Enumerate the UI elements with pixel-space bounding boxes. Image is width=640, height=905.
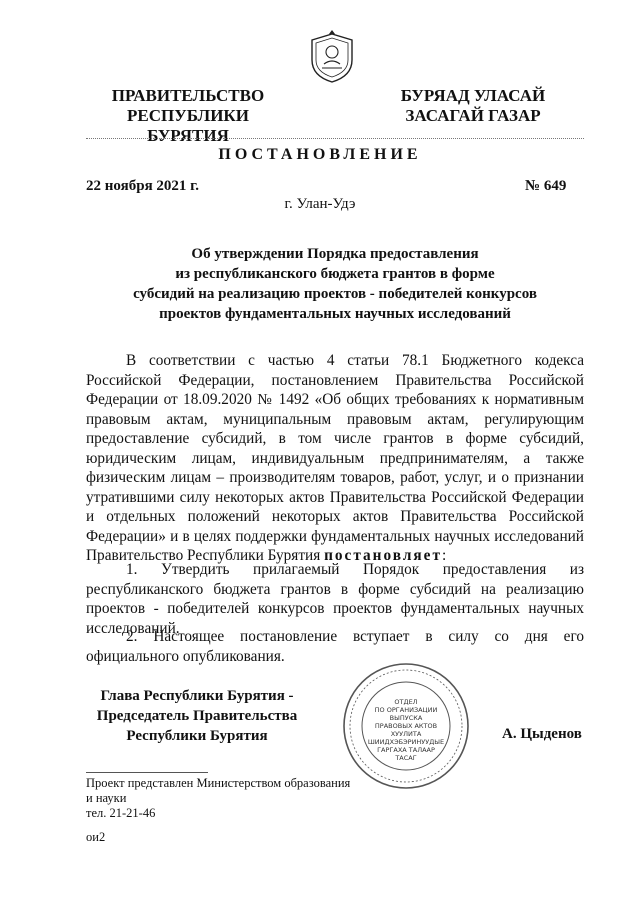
header-left-line1: ПРАВИТЕЛЬСТВО	[111, 86, 265, 105]
preamble-end: :	[441, 547, 447, 564]
header-left-line2: РЕСПУБЛИКИ БУРЯТИЯ	[127, 106, 249, 145]
paragraph-item-2: 2. Настоящее постановление вступает в силу со дня его официального опубликования.	[86, 628, 584, 665]
stamp-line: ТАСАГ	[395, 754, 417, 762]
header-left	[88, 86, 288, 146]
stamp-text	[360, 698, 452, 762]
stamp-line: ПРАВОВЫХ АКТОВ	[374, 722, 438, 730]
preamble-text: В соответствии с частью 4 статьи 78.1 Бюджетного кодекса Российской Федерации, постановлением Правительства Российской Федерации от 18.09.2020 № 1492 «Об общих требованиях к нормативным правовым актам, муниципальным правовым актам, регулирующим предоставление субсидий, в том числе грантов в форме субсидий, юридическим лицам, индивидуальным предпринимателям, а также физическим лицам – производителям товаров, работ, услуг, и о признании утратившими силу некоторых актов Правительства Российской Федерации и отдельных положений некоторых актов Правительства Российской Федерации» и в целях поддержки фундаментальных научных исследований Правительство Республики Бурятия	[86, 352, 584, 564]
footer-note	[86, 776, 350, 821]
signatory-title-line: Глава Республики Бурятия -	[100, 688, 294, 704]
stamp-line: ШИИДХЭБЭРИНУУДЫЕ	[367, 738, 445, 746]
stamp-line: ВЫПУСКА	[389, 714, 423, 722]
document-date: 22 ноября 2021 г.	[86, 178, 200, 194]
signatory-title-line: Республики Бурятия	[126, 728, 268, 744]
decree-word: постановляет	[324, 547, 442, 564]
header-right-line2: ЗАСАГАЙ ГАЗАР	[405, 106, 541, 125]
footer-line: тел. 21-21-46	[86, 806, 156, 820]
header-right	[398, 86, 548, 126]
document-city: г. Улан-Удэ	[284, 196, 356, 212]
footer-line: и науки	[86, 791, 127, 805]
signatory-title-line: Председатель Правительства	[96, 708, 298, 724]
document-title: ПОСТАНОВЛЕНИЕ	[218, 146, 422, 163]
subject-line: из республиканского бюджета грантов в форме	[175, 266, 495, 282]
paragraph-preamble	[86, 351, 584, 566]
document-code: ои2	[86, 830, 106, 844]
coat-of-arms-emblem	[302, 26, 362, 86]
paragraph-item-1: 1. Утвердить прилагаемый Порядок предоставления из республиканского бюджета грантов в форме субсидий на реализацию проектов - победителей конкурсов проектов фундаментальных научных исследований.	[86, 561, 584, 637]
stamp-line: ПО ОРГАНИЗАЦИИ	[374, 706, 438, 714]
stamp-line: ОТДЕЛ	[394, 698, 418, 706]
subject-line: Об утверждении Порядка предоставления	[191, 246, 479, 262]
stamp-line: ХУУЛИТА	[390, 730, 422, 738]
stamp-line: ГАРГАХА ТАЛААР	[377, 746, 435, 754]
document-number: № 649	[525, 178, 567, 194]
footer-divider	[86, 772, 208, 773]
header-right-line1: БУРЯАД УЛАСАЙ	[400, 86, 546, 105]
subject-line: проектов фундаментальных научных исследований	[159, 306, 511, 322]
signatory-title	[86, 686, 308, 746]
signatory-name: А. Цыденов	[502, 726, 582, 742]
document-subject	[100, 244, 570, 324]
footer-line: Проект представлен Министерством образования	[86, 776, 351, 790]
subject-line: субсидий на реализацию проектов - победителей конкурсов	[133, 286, 537, 302]
header-divider	[86, 138, 584, 139]
